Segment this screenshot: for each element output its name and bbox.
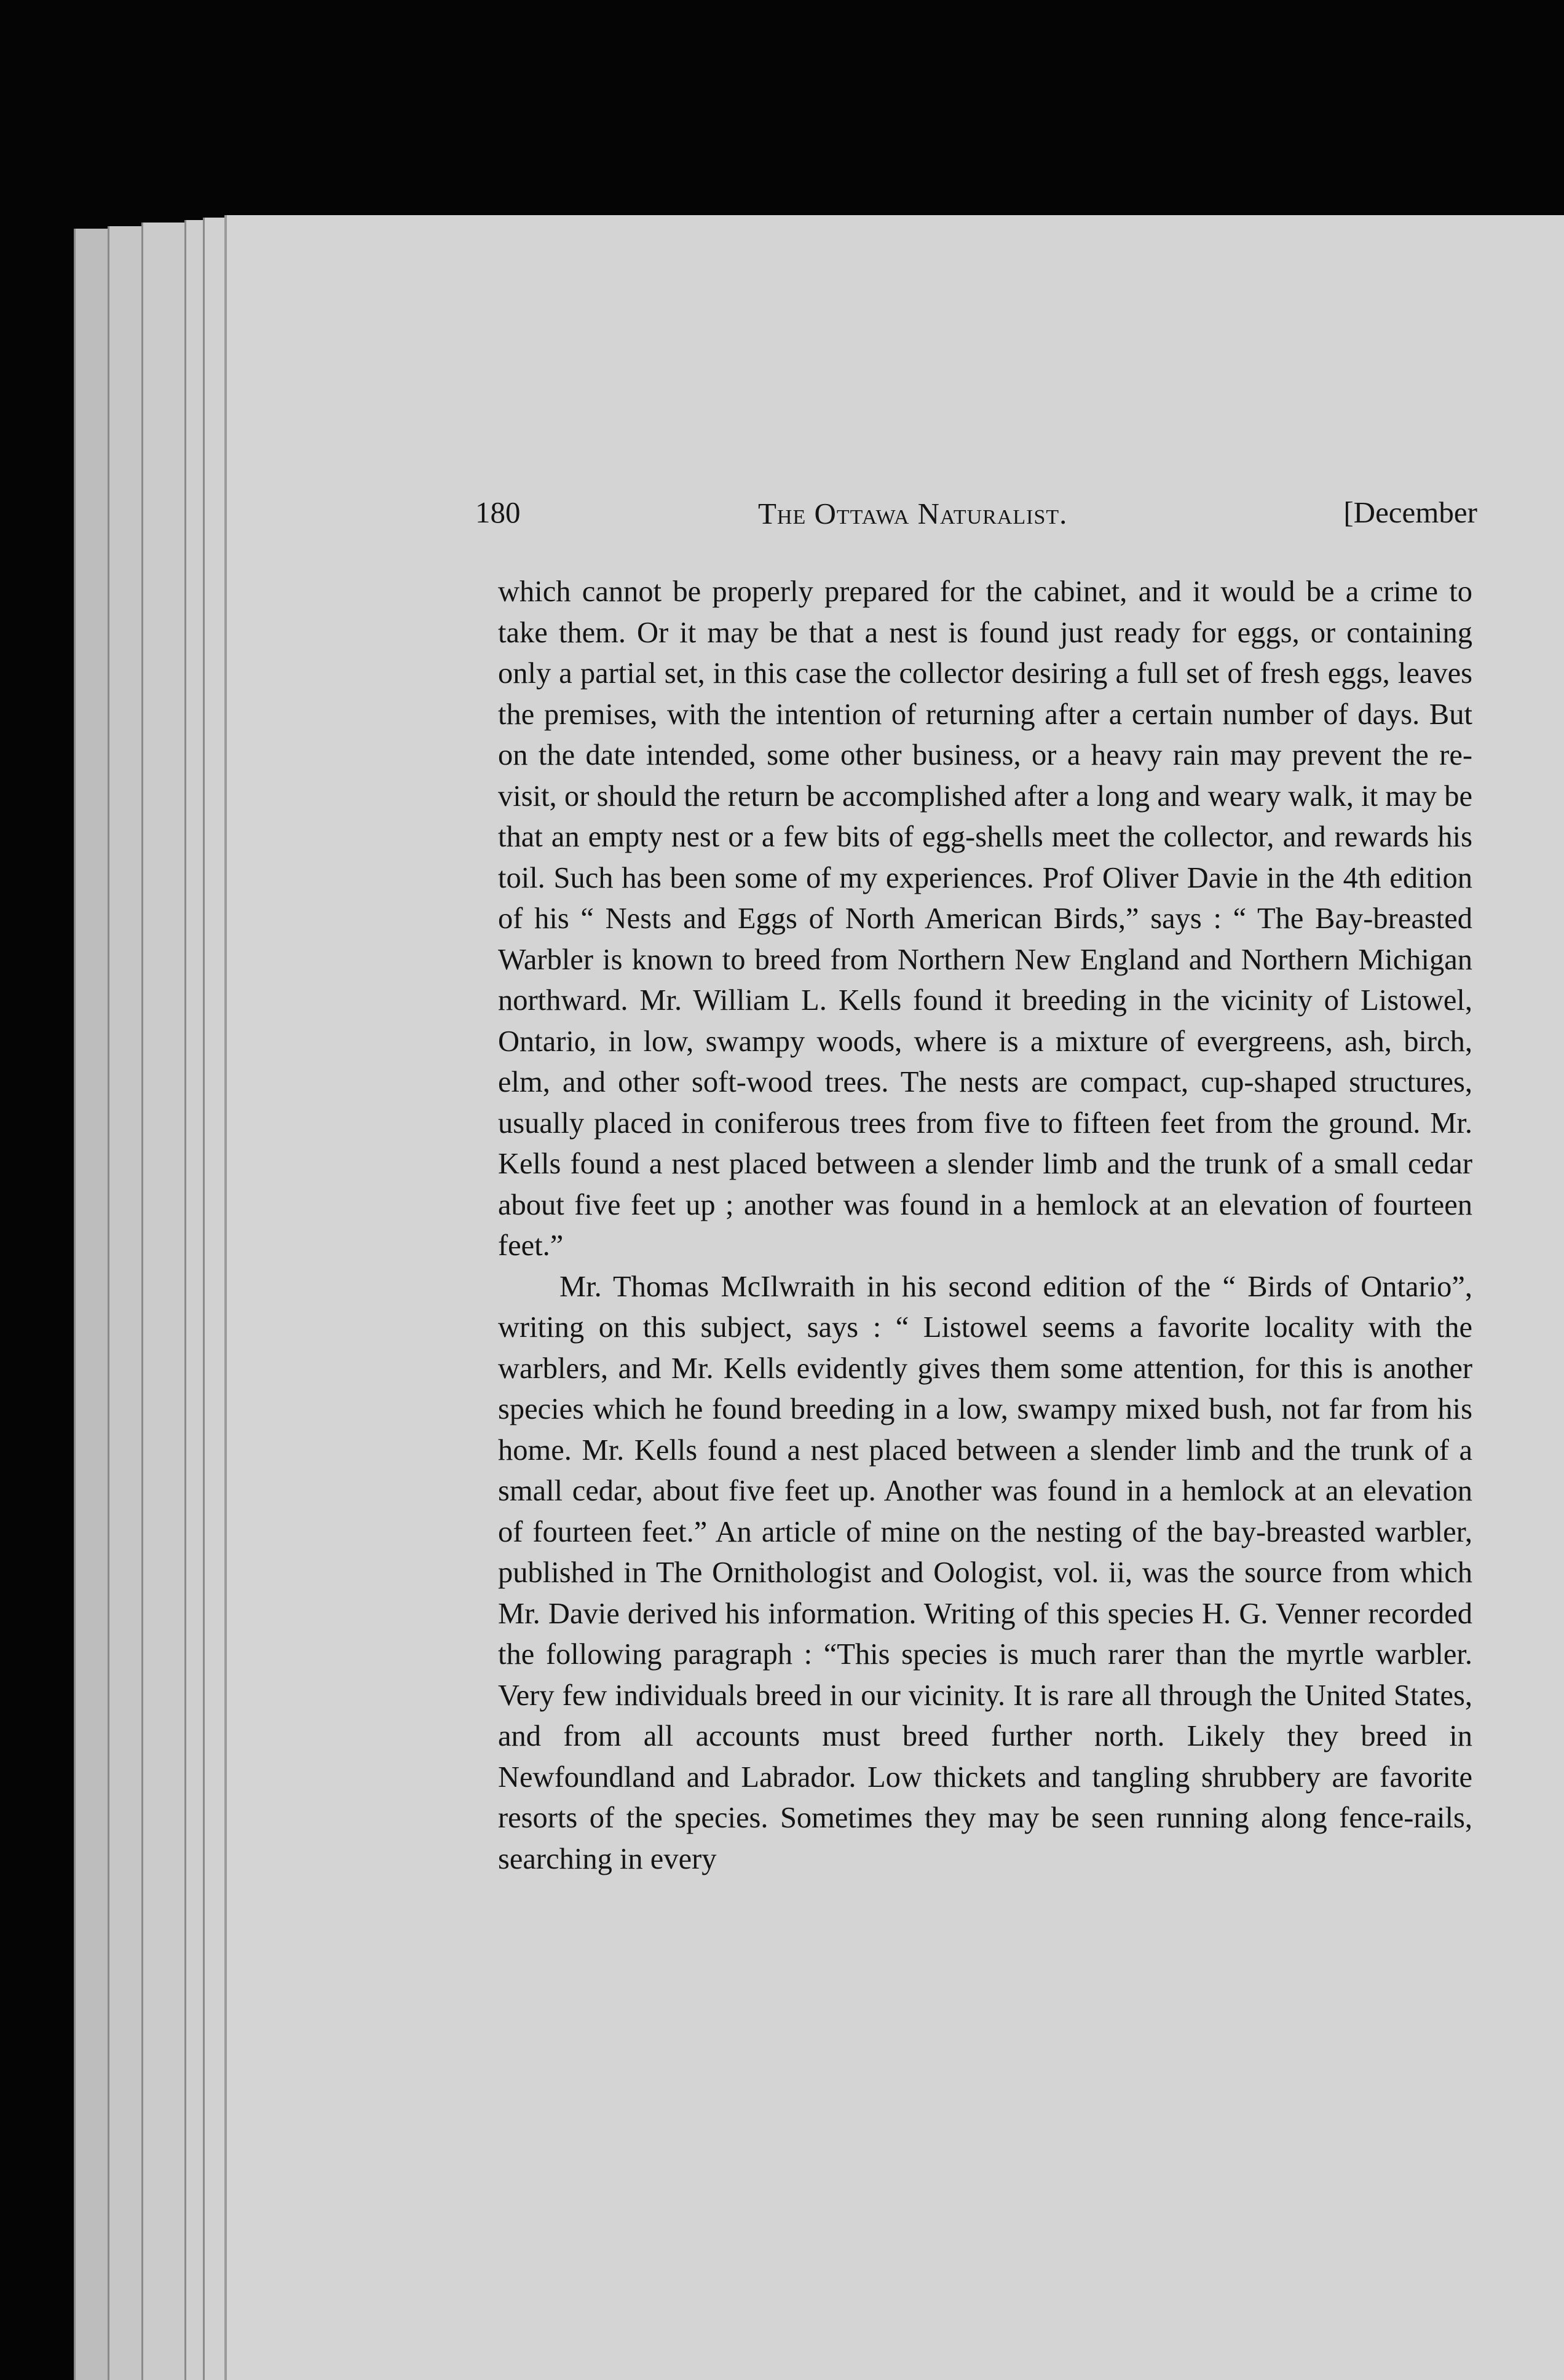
page-number: 180 <box>475 495 521 529</box>
paragraph: which cannot be properly prepared for the cabinet, and it would be a crime to take them. Or it may be that a nest is found just ready for eggs, or containing only a partial set, in this case the collector desiring a full set of fresh eggs, leaves the premises, with the intention of returning after a certain number of days. But on the date intended, some other business, or a heavy rain may prevent the re-visit, or should the return be accomplished after a long and weary walk, it may be that an empty nest or a few bits of egg-shells meet the collector, and rewards his toil. Such has been some of my experiences. Prof Oliver Davie in the 4th edition of his “ Nests and Eggs of North American Birds,” says : “ The Bay-breasted Warbler is known to breed from Northern New England and Northern Michigan northward. Mr. William L. Kells found it breeding in the vicinity of Listowel, Ontario, in low, swampy woods, where is a mixture of evergreens, ash, birch, elm, and other soft-wood trees. The nests are compact, cup-shaped structures, usually placed in coniferous trees from five to fifteen feet from the ground. Mr. Kells found a nest placed between a slender limb and the trunk of a small cedar about five feet up ; another was found in a hemlock at an elevation of fourteen feet.” <box>498 575 1472 1262</box>
issue-month: [December <box>1343 495 1477 529</box>
journal-title: The Ottawa Naturalist. <box>758 497 1068 530</box>
article-body <box>498 572 1472 1880</box>
running-header <box>475 495 1477 538</box>
paragraph: Mr. Thomas McIlwraith in his second edition of the “ Birds of Ontario”, writing on this subject, says : “ Listowel seems a favorite locality with the warblers, and Mr. Kells evidently gives them some attention, for this is another species which he found breeding in a low, swampy mixed bush, not far from his home. Mr. Kells found a nest placed between a slender limb and the trunk of a small cedar, about five feet up. Another was found in a hemlock at an elevation of fourteen feet.” An article of mine on the nesting of the bay-breasted warbler, published in The Ornithologist and Oologist, vol. ii, was the source from which Mr. Davie derived his information. Writing of this species H. G. Venner recorded the following paragraph : “This species is much rarer than the myrtle warbler. Very few individuals breed in our vicinity. It is rare all through the United States, and from all accounts must breed further north. Likely they breed in Newfoundland and Labrador. Low thickets and tangling shrubbery are favorite resorts of the species. Sometimes they may be seen running along fence-rails, searching in every <box>498 1270 1472 1875</box>
